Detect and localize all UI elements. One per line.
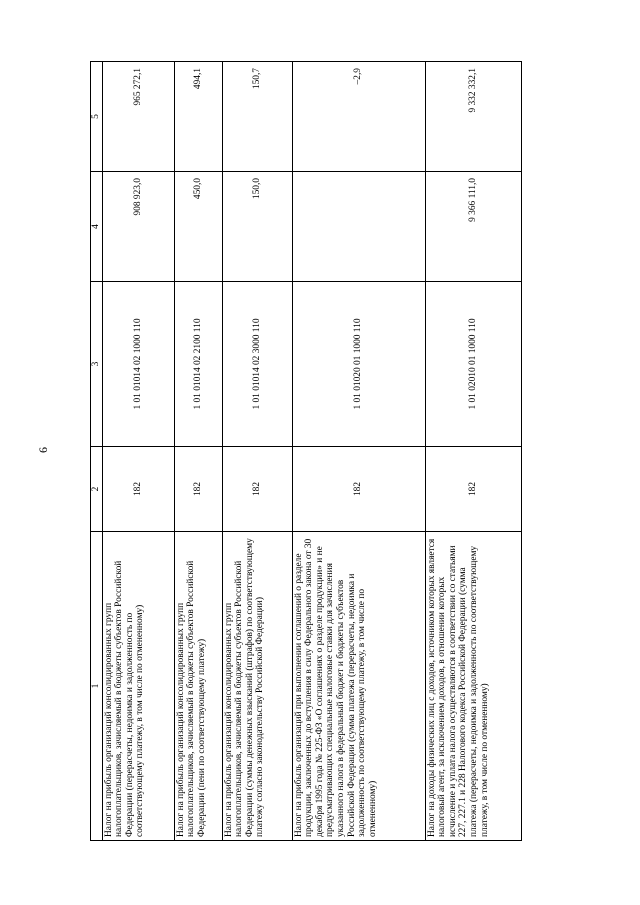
row-value-5: 9 332 332,1 [425, 62, 521, 172]
row-budget-code: 1 01 02010 01 1000 110 [425, 282, 521, 447]
row-admin-code: 182 [102, 447, 174, 532]
row-value-5: 150,7 [222, 62, 292, 172]
row-name: Налог на прибыль организаций при выполнении соглашений о разделе продукции, заключенных до вступления в силу Федерального закона от 30 декабря 1995 года № 225-ФЗ «О соглашениях о разделе продукции» и не предусматривающих специальные налоговые ставки для зачисления указанного налога в федеральный бюджет и бюджеты субъектов Российской Федерации (сумма платежа (перерасчеты, недоимка и задолженность по соответствующему платежу, в том числе по отмененному) [292, 532, 425, 841]
row-budget-code: 1 01 01014 02 3000 110 [222, 282, 292, 447]
column-header-1: 1 [91, 532, 103, 841]
row-name: Налог на прибыль организаций консолидированных групп налогоплательщиков, зачисляемый в бюджеты субъектов Российской Федерации (суммы денежных взысканий (штрафов) по соответствующему платежу согласно законодательству Российской Федерации) [222, 532, 292, 841]
column-header-5: 5 [91, 62, 103, 172]
row-admin-code: 182 [425, 447, 521, 532]
row-name: Налог на доходы физических лиц с доходов, источником которых является налоговый агент, за исключением доходов, в отношении которых исчисление и уплата налога осуществляются в соответствии со статьями 227, 227.1 и 228 Налогового кодекса Российской Федерации (сумма платежа (перерасчеты, недоимка и задолженность по соответствующему платежу, в том числе по отмененному) [425, 532, 521, 841]
table-row [292, 62, 425, 841]
row-name: Налог на прибыль организаций консолидированных групп налогоплательщиков, зачисляемый в бюджеты субъектов Российской Федерации (пени по соответствующему платежу) [174, 532, 222, 841]
row-value-5: 494,1 [174, 62, 222, 172]
row-budget-code: 1 01 01014 02 2100 110 [174, 282, 222, 447]
table-row [425, 62, 521, 841]
rotated-table-container [90, 62, 511, 841]
column-header-2: 2 [91, 447, 103, 532]
row-admin-code: 182 [292, 447, 425, 532]
row-admin-code: 182 [222, 447, 292, 532]
table-row [222, 62, 292, 841]
row-value-5: 965 272,1 [102, 62, 174, 172]
row-value-4: 150,0 [222, 172, 292, 282]
row-admin-code: 182 [174, 447, 222, 532]
row-budget-code: 1 01 01020 01 1000 110 [292, 282, 425, 447]
row-name: Налог на прибыль организаций консолидированных групп налогоплательщиков, зачисляемый в бюджеты субъектов Российской Федерации (перерасчеты, недоимка и задолженность по соответствующему платежу, в том числе по отмененному) [102, 532, 174, 841]
page-number: 6 [36, 447, 50, 453]
column-header-3: 3 [91, 282, 103, 447]
row-value-4: 9 366 111,0 [425, 172, 521, 282]
table-row [174, 62, 222, 841]
row-value-4 [292, 172, 425, 282]
row-value-5: –2,9 [292, 62, 425, 172]
column-header-4: 4 [91, 172, 103, 282]
row-value-4: 908 923,0 [102, 172, 174, 282]
header-row [91, 62, 103, 841]
table-row [102, 62, 174, 841]
row-value-4: 450,0 [174, 172, 222, 282]
row-budget-code: 1 01 01014 02 1000 110 [102, 282, 174, 447]
budget-table [90, 61, 522, 841]
